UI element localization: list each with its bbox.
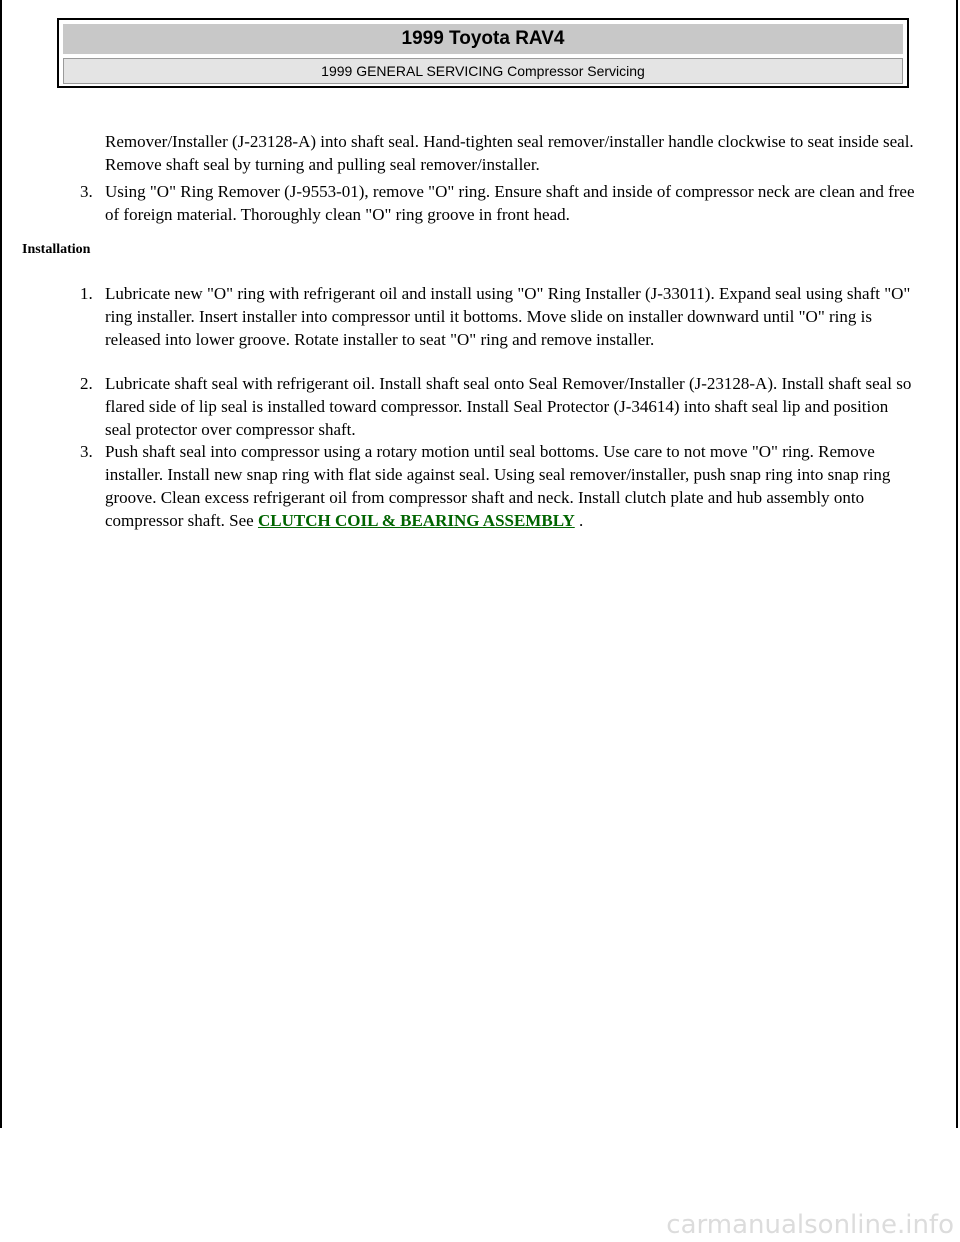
installation-heading: Installation [22, 242, 91, 257]
step-number: 3. [80, 182, 93, 201]
step-text: Using "O" Ring Remover (J-9553-01), remove "O" ring. Ensure shaft and inside of compressor neck are clean and free of foreign material. Thoroughly clean "O" ring groove in front head. [105, 182, 915, 224]
step-text-tail: . [574, 511, 584, 530]
step-text: Lubricate new "O" ring with refrigerant oil and install using "O" Ring Installer (J-33011). Expand seal using shaft "O" ring installer. Insert installer into compressor until it bottoms. Move slide on installer downward until "O" ring is released into lower groove. Rotate installer to seat "O" ring and remove installer. [105, 284, 911, 349]
document-subtitle: 1999 GENERAL SERVICING Compressor Servicing [63, 58, 903, 84]
document-title: 1999 Toyota RAV4 [63, 24, 903, 54]
step-text-body: Push shaft seal into compressor using a rotary motion until seal bottoms. Use care to not move "O" ring. Remove installer. Install new snap ring with flat side against seal. Using seal remover/installer, push snap ring into snap ring groove. Clean excess refrigerant oil from compressor shaft and neck. Install clutch plate and hub assembly onto compressor shaft. See [105, 442, 891, 530]
watermark: carmanualsonline.info [666, 1210, 954, 1240]
clutch-coil-bearing-assembly-link[interactable]: CLUTCH COIL & BEARING ASSEMBLY [257, 511, 575, 530]
step-number: 2. [80, 374, 93, 393]
step-number: 3. [80, 442, 93, 461]
document-header [57, 18, 909, 88]
step-text: Lubricate shaft seal with refrigerant oil. Install shaft seal onto Seal Remover/Installer (J-23128-A). Install shaft seal so flared side of lip seal is installed toward compressor. Install Seal Protector (J-34614) into shaft seal lip and position seal protector over compressor shaft. [105, 374, 912, 439]
step-text [105, 440, 915, 532]
removal-step-continued-text: Remover/Installer (J-23128-A) into shaft seal. Hand-tighten seal remover/installer handle clockwise to seat inside seal. Remove shaft seal by turning and pulling seal remover/installer. [105, 132, 914, 174]
step-number: 1. [80, 284, 93, 303]
